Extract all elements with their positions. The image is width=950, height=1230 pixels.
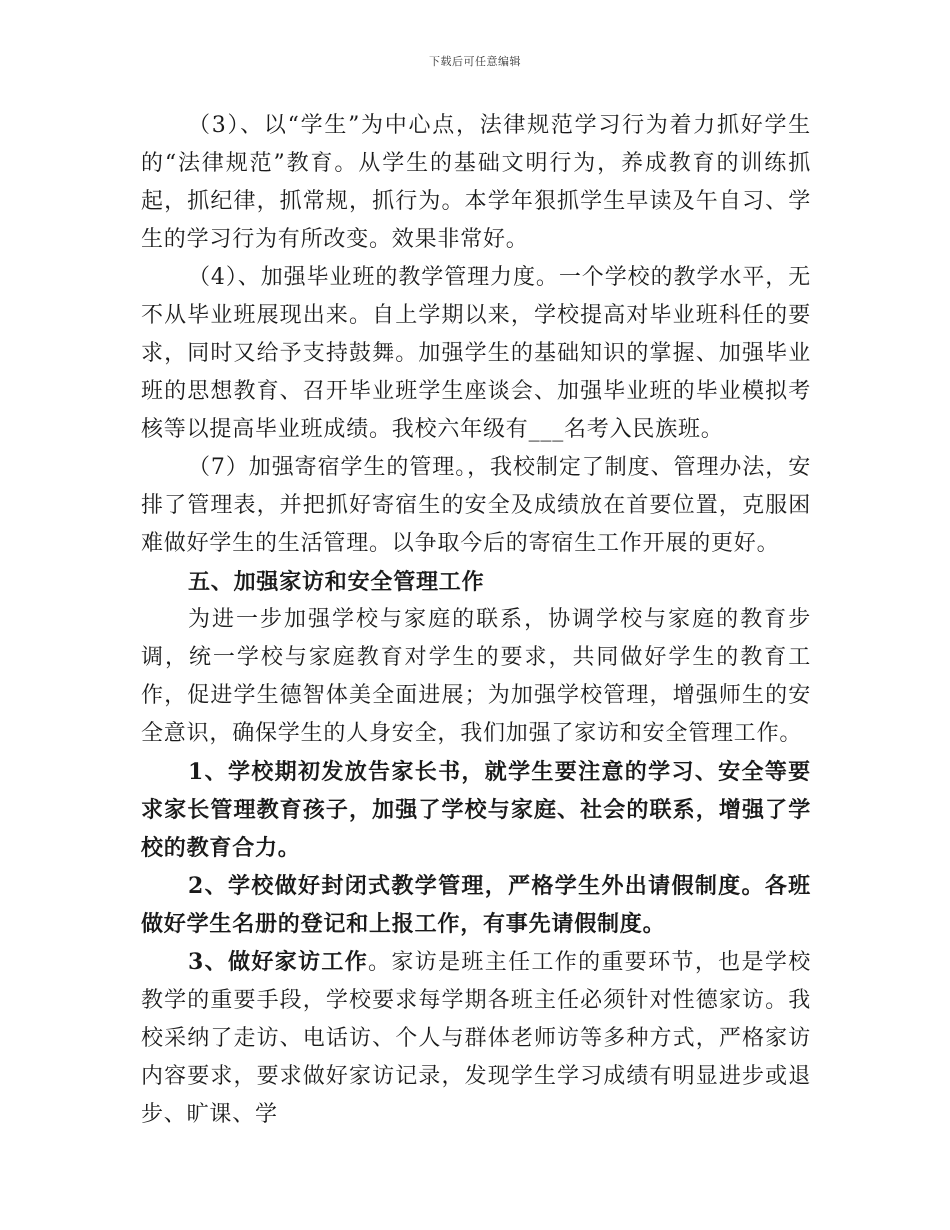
paragraph-3: （3）、以“学生”为中心点，法律规范学习行为着力抓好学生的“法律规范”教育。从学生的基础文明行为，养成教育的训练抓起，抓纪律，抓常规，抓行为。本学年狠抓学生早读及午自习、学生的学习行为有所改变。效果非常好。: [141, 113, 811, 252]
document-body: [141, 107, 811, 1134]
list-item-2: 2、学校做好封闭式教学管理，严格学生外出请假制度。各班做好学生名册的登记和上报工作，有事先请假制度。: [141, 873, 811, 937]
list-item-1: 1、学校期初发放告家长书，就学生要注意的学习、安全等要求家长管理教育孩子，加强了学校与家庭、社会的联系，增强了学校的教育合力。: [141, 759, 811, 861]
list-item-3: [141, 943, 811, 1134]
paragraph-7: （7）加强寄宿学生的管理。，我校制定了制度、管理办法，安排了管理表，并把抓好寄宿生的安全及成绩放在首要位置，克服困难做好学生的生活管理。以争取今后的寄宿生工作开展的更好。: [141, 455, 811, 556]
page-header-note: 下载后可任意编辑: [429, 55, 521, 68]
paragraph-4: （4）、加强毕业班的教学管理力度。一个学校的教学水平，无不从毕业班展现出来。自上学期以来，学校提高对毕业班科任的要求，同时又给予支持鼓舞。加强学生的基础知识的掌握、加强毕业班的思想教育、召开毕业班学生座谈会、加强毕业班的毕业模拟考核等以提高毕业班成绩。我校六年级有___名考入民族班。: [141, 265, 811, 442]
list-item-3-body: 。家访是班主任工作的重要环节，也是学校教学的重要手段，学校要求每学期各班主任必须针对性德家访。我校采纳了走访、电话访、个人与群体老师访等多种方式，严格家访内容要求，要求做好家访记录，发现学生学习成绩有明显进步或退步、旷课、学: [141, 950, 811, 1127]
list-item-3-heading: 3、做好家访工作: [188, 949, 369, 975]
section-title: 五、加强家访和安全管理工作: [188, 569, 485, 595]
section-intro: 为进一步加强学校与家庭的联系，协调学校与家庭的教育步调，统一学校与家庭教育对学生的要求，共同做好学生的教育工作，促进学生德智体美全面进展；为加强学校管理，增强师生的安全意识，确保学生的人身安全，我们加强了家访和安全管理工作。: [141, 607, 811, 746]
